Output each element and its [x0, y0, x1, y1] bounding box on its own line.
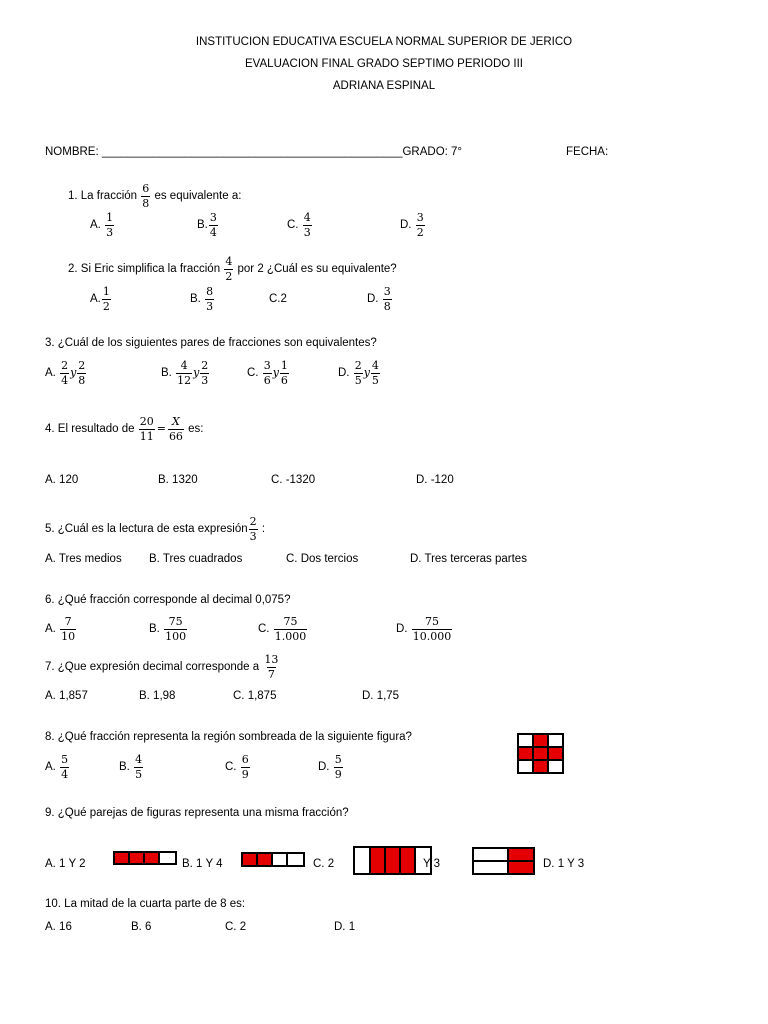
question-3: 3. ¿Cuál de los siguientes pares de fracciones son equivalentes?	[45, 337, 377, 349]
question-1: 1. La fracción $\frac{6}{8}$ es equivalente a:	[68, 182, 242, 210]
school-title: INSTITUCION EDUCATIVA ESCUELA NORMAL SUPERIOR DE JERICO	[195, 36, 573, 48]
q3-option-d: D. $\frac{2}{5}$ y $\frac{4}{5}$	[338, 359, 379, 387]
q10-option-d: D. 1	[334, 921, 356, 933]
q4-option-b: B. 1320	[158, 474, 198, 486]
q8-option-d: D. $\frac{5}{9}$	[318, 753, 342, 781]
q8-shaded-grid-figure	[517, 733, 564, 774]
q5-option-b: B. Tres cuadrados	[149, 553, 243, 565]
q4-option-c: C. -1320	[271, 474, 316, 486]
q1-option-d: D. $\frac{3}{2}$	[400, 211, 424, 239]
q2-option-d: D. $\frac{3}{8}$	[367, 285, 391, 313]
question-7: 7. ¿Que expresión decimal corresponde a $\frac{13}{7}$	[45, 653, 279, 681]
q3-option-b: B. $\frac{4}{12}$ y $\frac{2}{3}$	[161, 359, 209, 387]
q9-option-c: C. 2	[313, 858, 335, 870]
q3-option-a: A. $\frac{2}{4}$ y $\frac{2}{8}$	[45, 359, 86, 387]
question-4: 4. El resultado de $\frac{20}{11}$ = $\frac{X}{66}$ es:	[45, 415, 204, 443]
exam-title: EVALUACION FINAL GRADO SEPTIMO PERIODO III	[245, 58, 523, 70]
q6-option-c: C. $\frac{75}{1.000}$	[258, 615, 307, 643]
q7-option-b: B. 1,98	[139, 690, 176, 702]
q10-option-b: B. 6	[131, 921, 152, 933]
q8-option-b: B. $\frac{4}{5}$	[119, 753, 143, 781]
fecha-label: FECHA:	[566, 146, 609, 158]
q5-option-d: D. Tres terceras partes	[410, 553, 527, 565]
q1-option-c: C. $\frac{4}{3}$	[287, 211, 311, 239]
q3-option-c: C. $\frac{3}{6}$ y $\frac{1}{6}$	[247, 359, 288, 387]
q7-option-d: D. 1,75	[362, 690, 400, 702]
question-6: 6. ¿Qué fracción corresponde al decimal 0,075?	[45, 594, 291, 606]
question-5: 5. ¿Cuál es la lectura de esta expresión $\frac{2}{3}$ :	[45, 515, 266, 543]
q6-option-d: D. $\frac{75}{10.000}$	[396, 615, 452, 643]
q2-option-a: A. $\frac{1}{2}$	[90, 285, 110, 313]
q4-option-d: D. -120	[416, 474, 454, 486]
q9-figure-4	[472, 847, 535, 875]
q9-y3-label: Y 3	[423, 858, 441, 870]
fraction: $\frac{6}{8}$	[142, 182, 150, 210]
q6-option-a: A. $\frac{7}{10}$	[45, 615, 76, 643]
q7-option-c: C. 1,875	[233, 690, 277, 702]
q10-option-a: A. 16	[45, 921, 72, 933]
nombre-grado-line: NOMBRE: _______________________________________________GRADO: 7°	[45, 146, 463, 158]
q8-option-a: A. $\frac{5}{4}$	[45, 753, 69, 781]
q4-option-a: A. 120	[45, 474, 79, 486]
q1-option-b: B. $\frac{3}{4}$	[197, 211, 217, 239]
question-9: 9. ¿Qué parejas de figuras representa una misma fracción?	[45, 807, 349, 819]
question-8: 8. ¿Qué fracción representa la región sombreada de la siguiente figura?	[45, 731, 412, 743]
question-10: 10. La mitad de la cuarta parte de 8 es:	[45, 898, 246, 910]
q1-option-a: A. $\frac{1}{3}$	[90, 211, 114, 239]
q9-option-d: D. 1 Y 3	[543, 858, 585, 870]
q10-option-c: C. 2	[225, 921, 247, 933]
q9-option-a: A. 1 Y 2	[45, 858, 86, 870]
q7-option-a: A. 1,857	[45, 690, 88, 702]
q9-option-b: B. 1 Y 4	[182, 858, 223, 870]
q2-option-c: C.2	[269, 293, 287, 305]
question-2: 2. Si Eric simplifica la fracción $\frac{4}{2}$ por 2 ¿Cuál es su equivalente?	[68, 255, 397, 283]
teacher-name: ADRIANA ESPINAL	[332, 80, 436, 92]
q9-figure-1	[113, 851, 177, 865]
q9-figure-2	[241, 852, 305, 867]
q2-option-b: B. $\frac{8}{3}$	[190, 285, 214, 313]
q8-option-c: C. $\frac{6}{9}$	[225, 753, 249, 781]
q9-figure-3	[353, 846, 432, 875]
q6-option-b: B. $\frac{75}{100}$	[149, 615, 187, 643]
q5-option-c: C. Dos tercios	[286, 553, 359, 565]
q5-option-a: A. Tres medios	[45, 553, 122, 565]
